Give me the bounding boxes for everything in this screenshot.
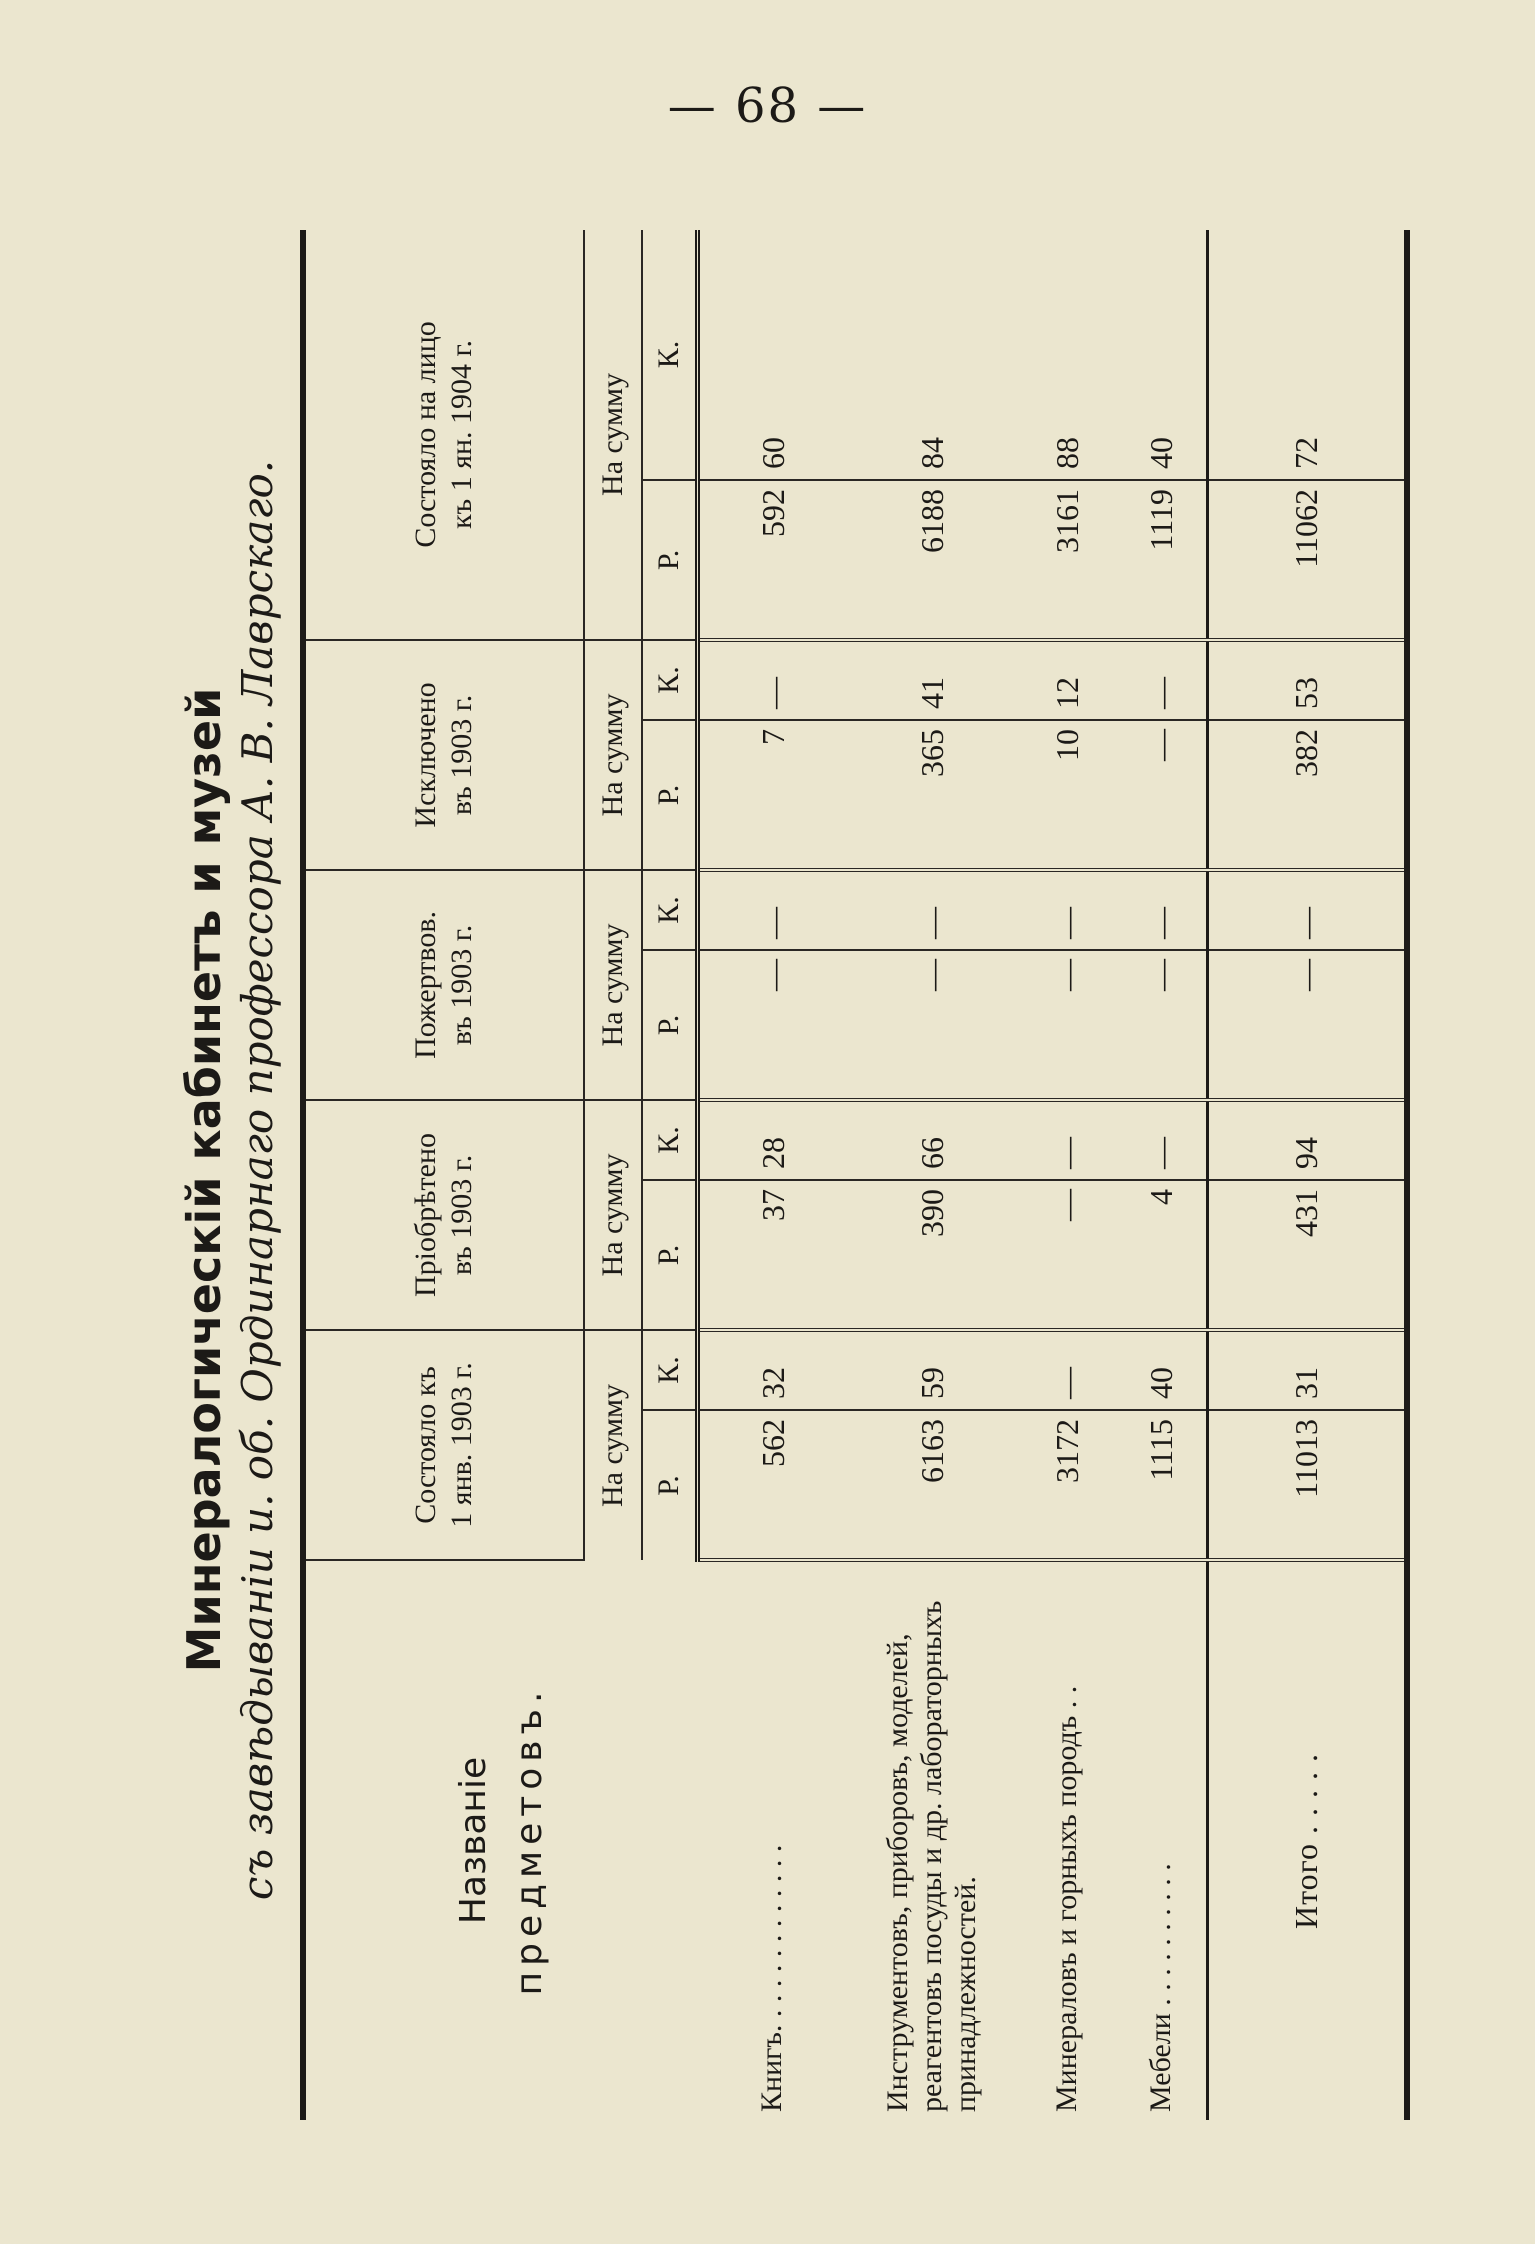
item-name: Книгъ. . . . . . . . . . . . . bbox=[755, 1844, 788, 2112]
inventory-table bbox=[300, 230, 1410, 2120]
total-cell: 11062 bbox=[1207, 480, 1407, 640]
total-cell: 94 bbox=[1207, 1100, 1407, 1180]
column-header-name-line1: Названіе bbox=[452, 1756, 494, 1925]
value-cell: 40 bbox=[1117, 230, 1207, 480]
sum-header: На сумму bbox=[584, 640, 642, 870]
value-cell: — bbox=[1117, 950, 1207, 1100]
group-line2: въ 1903 г. bbox=[445, 694, 479, 816]
group-line1: Пожертвов. bbox=[409, 911, 443, 1059]
value-cell: 7 bbox=[697, 720, 847, 870]
kopecks-header: К. bbox=[642, 1100, 698, 1180]
column-group-header bbox=[303, 1100, 584, 1330]
value-cell: — bbox=[697, 870, 847, 950]
total-label: Итого . . . . . bbox=[1207, 1560, 1407, 2120]
value-cell: — bbox=[847, 870, 1017, 950]
value-cell: 562 bbox=[697, 1410, 847, 1560]
table-subtitle: съ завѣдываніи и. об. Ординарнаго профессора А. В. Лаврскаго. bbox=[233, 459, 282, 1901]
group-line1: Состояло къ bbox=[409, 1366, 443, 1524]
value-cell: — bbox=[697, 640, 847, 720]
rubles-header: Р. bbox=[642, 1410, 698, 1560]
total-cell: 382 bbox=[1207, 720, 1407, 870]
rubles-header: Р. bbox=[642, 1180, 698, 1330]
group-line2: 1 янв. 1903 г. bbox=[445, 1362, 479, 1528]
group-line1: Состояло на лицо bbox=[409, 321, 443, 548]
table-title: Минералогическій кабинетъ и музей bbox=[177, 687, 231, 1673]
kopecks-header: К. bbox=[642, 640, 698, 720]
total-row bbox=[1207, 230, 1407, 2120]
table-row bbox=[1117, 230, 1207, 2120]
value-cell: 3172 bbox=[1017, 1410, 1117, 1560]
column-group-header bbox=[303, 230, 584, 640]
value-cell: 6188 bbox=[847, 480, 1017, 640]
sum-header: На сумму bbox=[584, 1100, 642, 1330]
total-cell: 31 bbox=[1207, 1330, 1407, 1410]
sum-header: На сумму bbox=[584, 1330, 642, 1560]
kopecks-header: К. bbox=[642, 230, 698, 480]
value-cell: 28 bbox=[697, 1100, 847, 1180]
page-number: — 68 — bbox=[667, 78, 868, 134]
value-cell: 4 bbox=[1117, 1180, 1207, 1330]
total-cell: 431 bbox=[1207, 1180, 1407, 1330]
group-line1: Пріобрѣтено bbox=[409, 1132, 443, 1297]
value-cell: — bbox=[1017, 1100, 1117, 1180]
sum-header: На сумму bbox=[584, 230, 642, 640]
value-cell: 37 bbox=[697, 1180, 847, 1330]
value-cell: — bbox=[1017, 1180, 1117, 1330]
group-line2: къ 1 ян. 1904 г. bbox=[445, 340, 479, 529]
rubles-header: Р. bbox=[642, 950, 698, 1100]
value-cell: 41 bbox=[847, 640, 1017, 720]
value-cell: 1119 bbox=[1117, 480, 1207, 640]
item-name: Минераловъ и горныхъ породъ . . bbox=[1050, 1685, 1083, 2112]
item-name: Мебели . . . . . . . . . . bbox=[1144, 1863, 1178, 2112]
value-cell: 1115 bbox=[1117, 1410, 1207, 1560]
table-row bbox=[697, 230, 847, 2120]
column-header-name-line2: предметовъ. bbox=[508, 1685, 550, 1996]
group-line2: въ 1903 г. bbox=[445, 924, 479, 1046]
total-cell: 53 bbox=[1207, 640, 1407, 720]
kopecks-header: К. bbox=[642, 1330, 698, 1410]
value-cell: 59 bbox=[847, 1330, 1017, 1410]
value-cell: 365 bbox=[847, 720, 1017, 870]
column-group-header bbox=[303, 1330, 584, 1560]
group-line2: въ 1903 г. bbox=[445, 1154, 479, 1276]
value-cell: — bbox=[1117, 1100, 1207, 1180]
header-row-groups bbox=[303, 230, 584, 2120]
value-cell: — bbox=[1017, 1330, 1117, 1410]
value-cell: 12 bbox=[1017, 640, 1117, 720]
value-cell: 84 bbox=[847, 230, 1017, 480]
value-cell: 3161 bbox=[1017, 480, 1117, 640]
value-cell: 88 bbox=[1017, 230, 1117, 480]
value-cell: 390 bbox=[847, 1180, 1017, 1330]
column-header-name bbox=[303, 1560, 697, 2120]
table-row bbox=[847, 230, 1017, 2120]
value-cell: 66 bbox=[847, 1100, 1017, 1180]
value-cell: 60 bbox=[697, 230, 847, 480]
total-cell: — bbox=[1207, 870, 1407, 950]
total-cell: 11013 bbox=[1207, 1410, 1407, 1560]
total-cell: — bbox=[1207, 950, 1407, 1100]
sum-header: На сумму bbox=[584, 870, 642, 1100]
rubles-header: Р. bbox=[642, 720, 698, 870]
rubles-header: Р. bbox=[642, 480, 698, 640]
rotated-table-page bbox=[175, 210, 1435, 2150]
value-cell: — bbox=[1017, 950, 1117, 1100]
value-cell: 592 bbox=[697, 480, 847, 640]
table-row bbox=[1017, 230, 1117, 2120]
value-cell: — bbox=[1117, 870, 1207, 950]
value-cell: — bbox=[1117, 640, 1207, 720]
column-group-header bbox=[303, 640, 584, 870]
kopecks-header: К. bbox=[642, 870, 698, 950]
group-line1: Исключено bbox=[409, 682, 443, 828]
value-cell: 10 bbox=[1017, 720, 1117, 870]
value-cell: — bbox=[847, 950, 1017, 1100]
column-group-header bbox=[303, 870, 584, 1100]
value-cell: 32 bbox=[697, 1330, 847, 1410]
table-heading bbox=[175, 210, 285, 2150]
value-cell: 40 bbox=[1117, 1330, 1207, 1410]
item-name: Инструментовъ, приборовъ, моделей, реагентовъ посуды и др. лабораторныхъ принадлежностей. bbox=[881, 1600, 982, 2112]
total-cell: 72 bbox=[1207, 230, 1407, 480]
value-cell: — bbox=[697, 950, 847, 1100]
value-cell: — bbox=[1117, 720, 1207, 870]
value-cell: 6163 bbox=[847, 1410, 1017, 1560]
value-cell: — bbox=[1017, 870, 1117, 950]
